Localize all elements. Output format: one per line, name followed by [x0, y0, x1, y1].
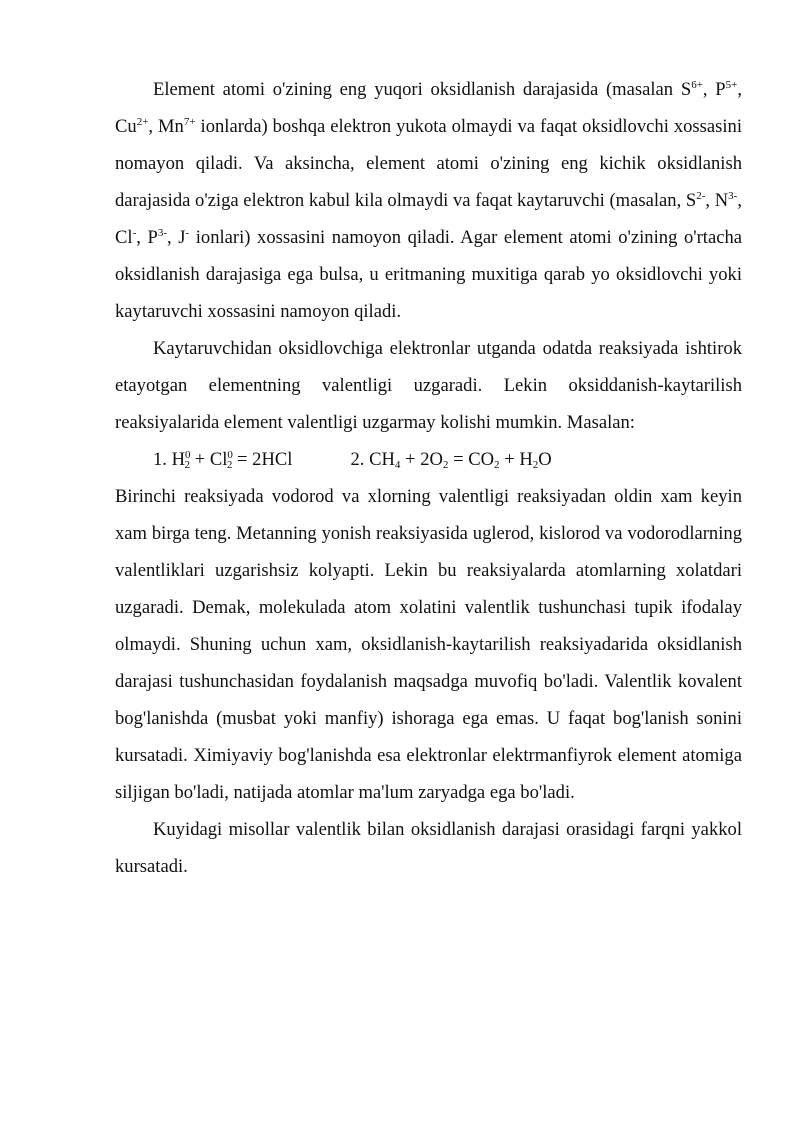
separator: , [136, 227, 148, 248]
ion-symbol: Cl [115, 227, 133, 248]
equation-text: 2. CH [350, 449, 395, 470]
ion-charge: 3- [728, 190, 738, 202]
ion-symbol: P [147, 227, 158, 248]
equation-subscript: 2 [226, 459, 233, 471]
ion-charge: - [185, 227, 190, 239]
separator: , [705, 190, 715, 211]
ion-symbol: Mn [158, 116, 184, 137]
text-segment: ionlari) xossasini namoyon qiladi. Agar element atomi o'zining o'rtacha oksidlanish darajasiga ega bulsa, u eritmaning muxitiga qarab yo oksidlovchi yoki kaytaruvchi xossasini namoyon qiladi. [115, 227, 743, 322]
equation-subscript: 2 [442, 459, 449, 471]
equation-text: + Cl [190, 449, 228, 470]
ion-charge: 5+ [725, 79, 738, 91]
equation-superscript: 0 [185, 449, 191, 461]
ion-charge: 6+ [691, 79, 703, 91]
equation-subscript: 2 [494, 459, 500, 471]
ion-symbol: Cu [115, 116, 137, 137]
equation-text: + H [499, 449, 533, 470]
ion-charge: 2- [696, 190, 706, 202]
text-segment: Element atomi o'zining eng yuqori oksidlanish darajasida (masalan [153, 79, 681, 100]
ion-symbol: S [680, 79, 692, 100]
equation-2 [350, 449, 551, 470]
equation-superscript: 0 [227, 449, 233, 461]
ion-symbol: J [178, 227, 186, 248]
equation-subscript: 2 [532, 459, 539, 471]
equation-text: O [538, 449, 552, 470]
ion-charge: 3- [157, 227, 167, 239]
equation-1 [153, 449, 292, 470]
equations-line [115, 441, 742, 478]
separator: , [167, 227, 179, 248]
ion-symbol: P [715, 79, 726, 100]
equation-text: 1. H [153, 449, 186, 470]
paragraph-valence-change: Kaytaruvchidan oksidlovchiga elektronlar utganda odatda reaksiyada ishtirok etayotgan elementning valentligi uzgaradi. Lekin oksiddanish-kaytarilish reaksiyalarida element valentligi uzgarmay kolishi mumkin. Masalan: [115, 338, 742, 433]
ion-symbol: S [685, 190, 697, 211]
ion-charge: - [132, 227, 137, 239]
equation-text: + 2O [400, 449, 443, 470]
equation-text: = CO [448, 449, 495, 470]
paragraph-oxidation-states [115, 71, 742, 330]
ion-charge: 2+ [136, 116, 149, 128]
paragraph-examples-intro: Kuyidagi misollar valentlik bilan oksidlanish darajasi orasidagi farqni yakkol kursatadi. [115, 819, 742, 877]
separator: , [737, 190, 742, 211]
text-segment: ionlarda) boshqa elektron yukota olmaydi va faqat oksidlovchi xossasini nomayon qiladi. Va aksincha, element atomi o'zining eng kichik oksidlanish darajasida o'ziga elektron kabul kila olmaydi va faqat kaytaruvchi (masalan, [115, 116, 742, 211]
separator: , [148, 116, 159, 137]
equation-text: = 2HCl [232, 449, 293, 470]
equation-subscript: 2 [184, 459, 191, 471]
ion-charge: 7+ [183, 116, 196, 128]
paragraph-reaction-explanation: Birinchi reaksiyada vodorod va xlorning valentligi reaksiyadan oldin xam keyin xam birga teng. Metanning yonish reaksiyasida uglerod, kislorod va vodorodlarning valentliklari uzgarishsiz kolyapti. Lekin bu reaksiyalarda atomlarning xolatdari uzgaradi. Demak, molekulada atom xolatini valentlik tushunchasi tupik ifodalay olmaydi. Shuning uchun xam, oksidlanish-kaytarilish reaksiyadarida oksidlanish darajasi tushunchasidan foydalanish maqsadga muvofiq bo'ladi. Valentlik kovalent bog'lanishda (musbat yoki manfiy) ishoraga ega emas. U faqat bog'lanish sonini kursatadi. Ximiyaviy bog'lanishda esa elektronlar elektrmanfiyrok element atomiga siljigan bo'ladi, natijada atomlar ma'lum zaryadga ega bo'ladi. [115, 486, 742, 803]
document-page [115, 71, 742, 885]
ion-symbol: N [714, 190, 729, 211]
separator: , [702, 79, 716, 100]
equation-subscript: 4 [394, 459, 401, 471]
separator: , [737, 79, 743, 100]
